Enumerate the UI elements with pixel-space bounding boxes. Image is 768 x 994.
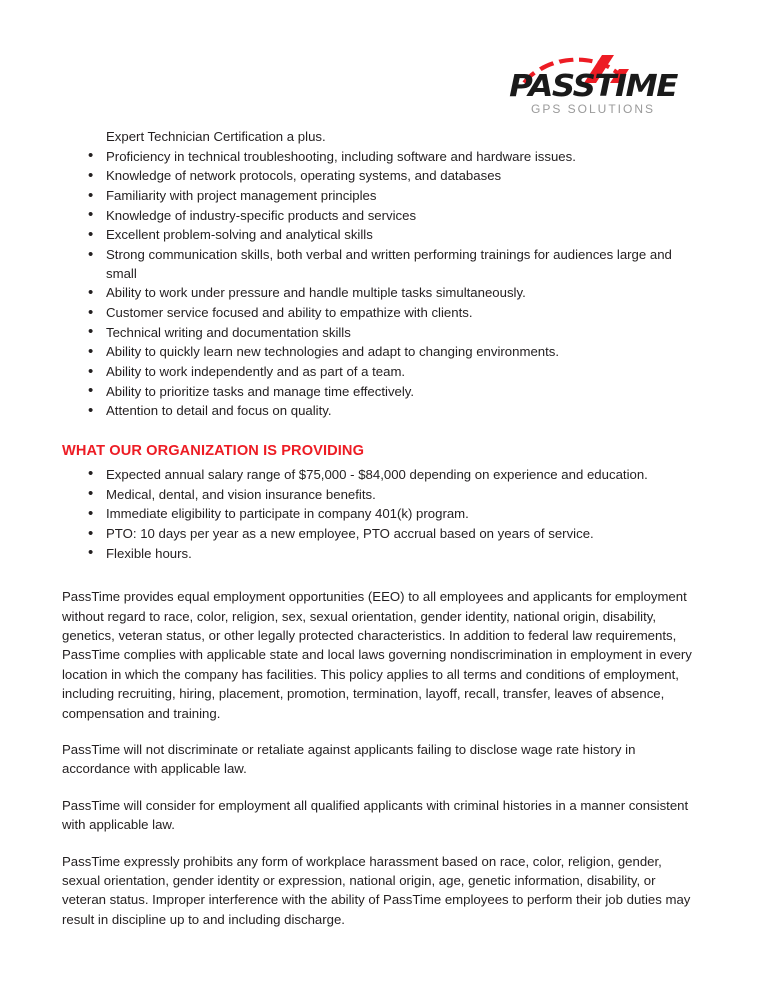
- logo-mark: [498, 52, 688, 102]
- benefit-item: • PTO: 10 days per year as a new employee, PTO accrual based on years of service.: [62, 525, 702, 544]
- qualification-continuation: Expert Technician Certification a plus.: [106, 129, 326, 144]
- qualification-item: • Attention to detail and focus on quality.: [62, 402, 702, 421]
- section-heading-providing: WHAT OUR ORGANIZATION IS PROVIDING: [62, 442, 365, 459]
- logo-wordmark: PASSTIME: [509, 69, 677, 104]
- legal-paragraph: PassTime will consider for employment all qualified applicants with criminal histories in a manner consistent with applicable law.: [62, 797, 689, 833]
- legal-paragraph: PassTime will not discriminate or retaliate against applicants failing to disclose wage rate history in accordance with applicable law.: [62, 742, 636, 777]
- providing-list: [62, 466, 702, 563]
- benefit-item: • Expected annual salary range of $75,000 - $84,000 depending on experience and education.: [62, 466, 702, 485]
- qualification-item: • Excellent problem-solving and analytical skills: [62, 226, 702, 245]
- benefit-item: • Flexible hours.: [62, 545, 702, 564]
- logo-tagline: GPS SOLUTIONS: [530, 102, 656, 116]
- qualification-item: • Customer service focused and ability to empathize with clients.: [62, 304, 702, 323]
- qualification-item: • Ability to prioritize tasks and manage time effectively.: [62, 383, 702, 402]
- qualifications-list: [62, 128, 702, 421]
- qualification-item: • Knowledge of network protocols, operating systems, and databases: [62, 167, 702, 186]
- legal-paragraphs: [62, 587, 702, 929]
- qualification-item: • Knowledge of industry-specific products and services: [62, 207, 702, 226]
- document-content: [62, 128, 702, 929]
- benefit-item: • Immediate eligibility to participate in company 401(k) program.: [62, 505, 702, 524]
- passtime-logo: [498, 52, 688, 124]
- qualification-item: • Ability to work independently and as part of a team.: [62, 363, 702, 382]
- qualification-item: • Ability to work under pressure and handle multiple tasks simultaneously.: [62, 284, 702, 303]
- qualification-item: • Proficiency in technical troubleshooting, including software and hardware issues.: [62, 148, 702, 167]
- qualification-item: • Technical writing and documentation skills: [62, 324, 702, 343]
- benefit-item: • Medical, dental, and vision insurance benefits.: [62, 486, 702, 505]
- qualification-item: • Familiarity with project management principles: [62, 187, 702, 206]
- qualification-item: • Strong communication skills, both verbal and written performing trainings for audiences large and small: [62, 246, 702, 283]
- legal-paragraph: PassTime expressly prohibits any form of workplace harassment based on race, color, religion, gender, sexual orientation, gender identity or expression, national origin, age, genetic information, disability, or veteran status. Improper interference with the ability of PassTime employees to perform their job duties may result in discipline up to and including discharge.: [62, 853, 691, 927]
- legal-paragraph: PassTime provides equal employment opportunities (EEO) to all employees and applicants for employment without regard to race, color, religion, sex, sexual orientation, gender identity, national origin, disability, genetics, veteran status, or other legally protected characteristics. In addition to federal law requirements, PassTime complies with applicable state and local laws governing nondiscrimination in employment in every location in which the company has facilities. This policy applies to all terms and conditions of employment, including recruiting, hiring, placement, promotion, termination, layoff, recall, transfer, leaves of absence, compensation and training.: [62, 589, 692, 721]
- qualification-item: • Ability to quickly learn new technologies and adapt to changing environments.: [62, 343, 702, 362]
